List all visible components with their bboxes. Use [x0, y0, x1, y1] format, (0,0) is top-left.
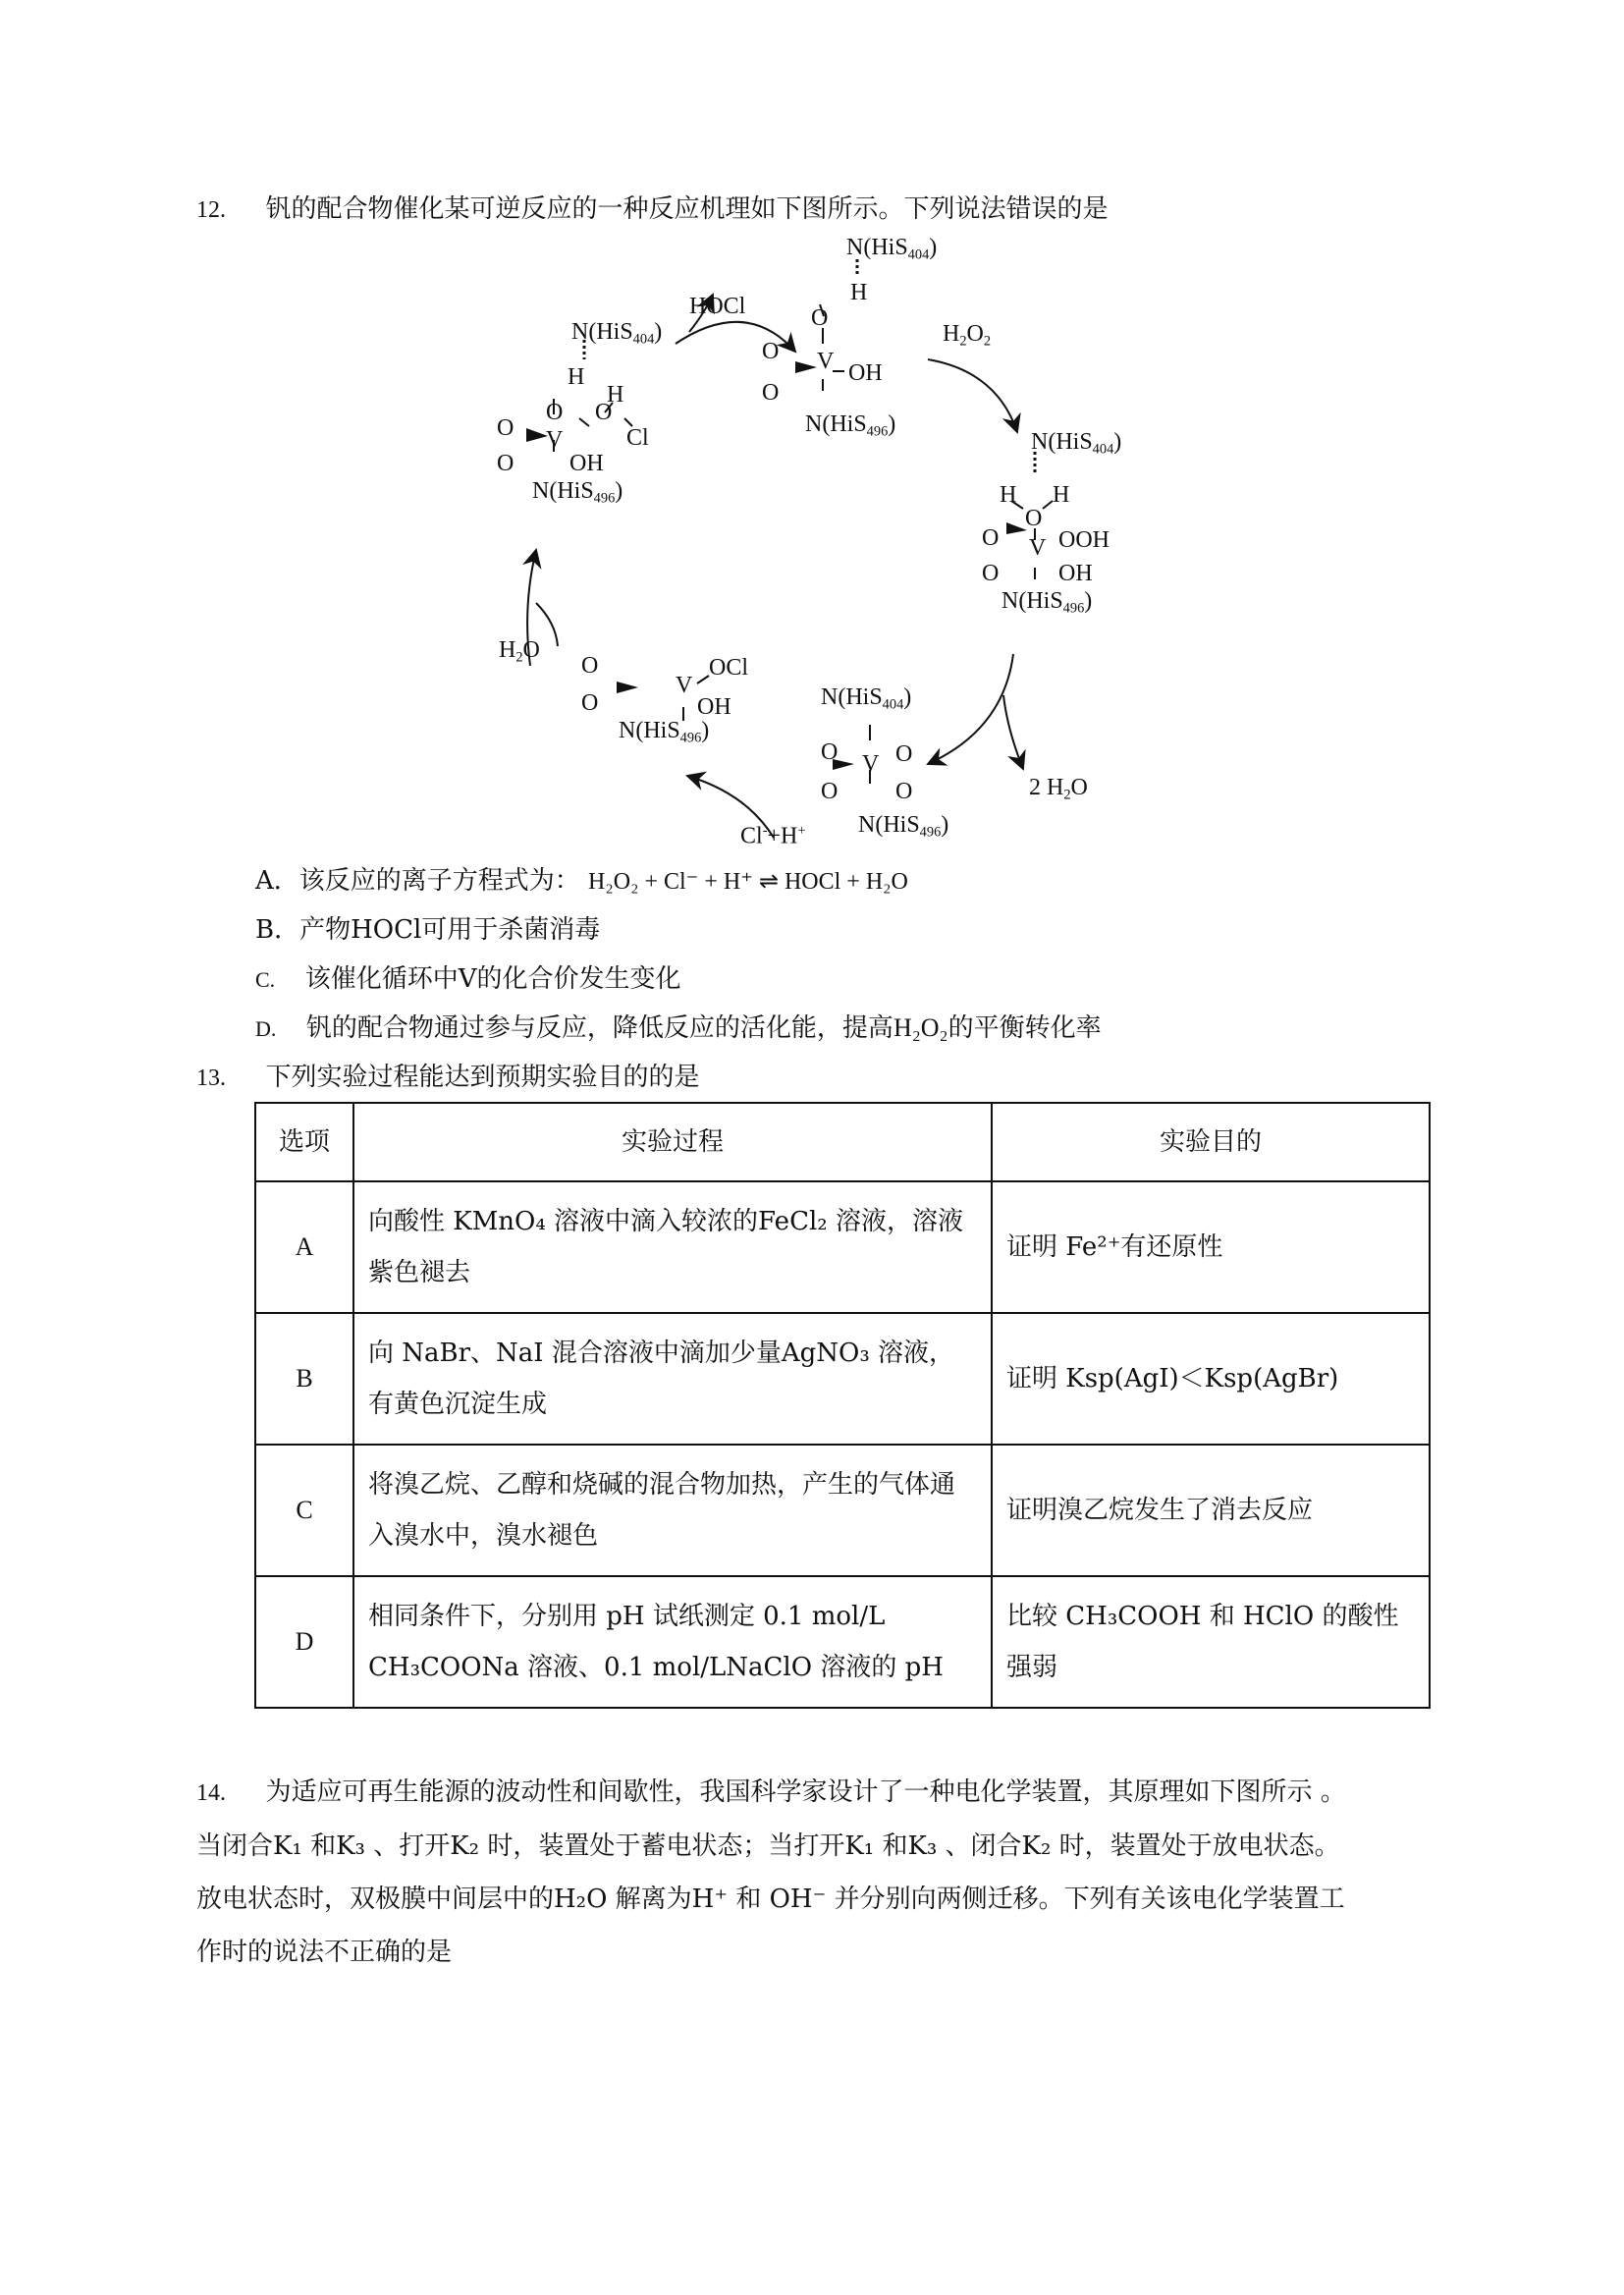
lb-o2: O: [581, 690, 599, 716]
row-goal: 证明溴乙烷发生了消去反应: [992, 1445, 1430, 1576]
q14-line-1: 14. 为适应可再生能源的波动性和间歇性，我国科学家设计了一种电化学装置，其原理如下图所示 。: [196, 1777, 1346, 1807]
bottom-nhis404: N(HiS$_{404}$): [821, 684, 912, 713]
question-number: 14.: [196, 1780, 226, 1806]
question-stem: 钒的配合物催化某可逆反应的一种反应机理如下图所示。下列说法错误的是: [265, 194, 1109, 224]
lb-nhis496: N(HiS$_{496}$): [619, 718, 710, 746]
left-cl: Cl: [626, 425, 649, 451]
label-h2o2: $H_2O_2$: [943, 321, 992, 350]
top-o2: O: [762, 339, 780, 364]
arrow-h2o2-in: [928, 359, 1017, 432]
lb-v: V: [676, 673, 693, 698]
bottom-o2: O: [895, 741, 913, 767]
right-h2: H: [1053, 482, 1070, 508]
row-goal: 证明 Fe²⁺有还原性: [992, 1181, 1430, 1313]
right-nhis496: N(HiS$_{496}$): [1001, 588, 1093, 617]
top-nhis496: N(HiS$_{496}$): [805, 411, 896, 440]
q13-stem-line: [196, 1061, 700, 1095]
header-process: 实验过程: [353, 1103, 992, 1181]
left-oh: OH: [569, 451, 604, 476]
row-option: C: [255, 1445, 353, 1576]
reaction-mechanism-diagram: [461, 234, 1168, 862]
question-stem: 下列实验过程能达到预期实验目的的是: [265, 1063, 700, 1092]
table-row[interactable]: [255, 1313, 1430, 1445]
bottom-nhis496: N(HiS$_{496}$): [858, 812, 949, 841]
row-goal: 证明 Ksp(AgI)＜Ksp(AgBr): [992, 1313, 1430, 1445]
q12-option-a[interactable]: A．该反应的离子方程式为： H₂O₂ + Cl⁻ + H⁺ ⇌ HOCl + H₂O: [255, 866, 908, 896]
table-header-row: [255, 1103, 1430, 1181]
row-process: 相同条件下，分别用 pH 试纸测定 0.1 mol/L CH₃COONa 溶液、0.1 mol/LNaClO 溶液的 pH: [353, 1576, 992, 1708]
question-number: 13.: [196, 1066, 226, 1091]
question-number: 12.: [196, 197, 226, 223]
label-h2o-in: $H_2O$: [499, 637, 540, 666]
q12-option-b[interactable]: B．产物HOCl可用于杀菌消毒: [255, 915, 601, 945]
ionic-equation: H₂O₂ + Cl⁻ + H⁺ ⇌ HOCl + H₂O: [588, 869, 908, 895]
right-ooh: OOH: [1058, 527, 1110, 553]
q14-line-3: 放电状态时，双极膜中间层中的H₂O 解离为H⁺ 和 OH⁻ 并分别向两侧迁移。下列有关该电化学装置工: [196, 1885, 1345, 1914]
right-h1: H: [1000, 482, 1017, 508]
top-o: O: [811, 305, 829, 331]
right-oh: OH: [1058, 561, 1093, 586]
arrow-right-down: [928, 654, 1013, 764]
top-oh: OH: [848, 360, 883, 386]
left-o4: O: [497, 451, 514, 476]
left-h2: H: [607, 382, 624, 408]
table-row[interactable]: [255, 1445, 1430, 1576]
q12-option-d[interactable]: D. 钒的配合物通过参与反应，降低反应的活化能，提高H₂O₂的平衡转化率: [255, 1013, 1102, 1043]
q14-line-4: 作时的说法不正确的是: [196, 1938, 453, 1967]
row-goal: 比较 CH₃COOH 和 HClO 的酸性强弱: [992, 1576, 1430, 1708]
left-o1: O: [546, 400, 564, 425]
bottom-v: V: [862, 751, 880, 777]
right-o1: O: [1025, 506, 1043, 531]
q14-line-2: 当闭合K₁ 和K₃ 、打开K₂ 时，装置处于蓄电状态；当打开K₁ 和K₃ 、闭合K₂ 时，装置处于放电状态。: [196, 1831, 1340, 1861]
left-nhis496: N(HiS$_{496}$): [532, 478, 623, 507]
top-o3: O: [762, 380, 780, 406]
table-row[interactable]: [255, 1576, 1430, 1708]
left-o3: O: [497, 415, 514, 441]
bottom-o4: O: [895, 779, 913, 804]
q14-block: [196, 1766, 1463, 1979]
table-row[interactable]: [255, 1181, 1430, 1313]
row-option: A: [255, 1181, 353, 1313]
label-cl-h: Cl-+H+: [740, 823, 806, 849]
header-option: 选项: [255, 1103, 353, 1181]
lb-ocl: OCl: [709, 655, 749, 681]
label-hocl: HOCl: [689, 294, 746, 319]
top-h: H: [850, 280, 868, 305]
row-process: 向 NaBr、NaI 混合溶液中滴加少量AgNO₃ 溶液，有黄色沉淀生成: [353, 1313, 992, 1445]
left-nhis404: N(HiS$_{404}$): [571, 319, 663, 348]
label-two-h2o: 2 $H_2O$: [1029, 775, 1088, 803]
left-o2: O: [595, 400, 613, 425]
lb-o1: O: [581, 653, 599, 679]
header-goal: 实验目的: [992, 1103, 1430, 1181]
right-nhis404: N(HiS$_{404}$): [1031, 429, 1122, 458]
q12-stem-line: [196, 192, 1109, 227]
top-nhis404: N(HiS$_{404}$): [846, 235, 938, 263]
bottom-o1: O: [821, 739, 839, 765]
row-process: 将溴乙烷、乙醇和烧碱的混合物加热，产生的气体通入溴水中，溴水褪色: [353, 1445, 992, 1576]
bottom-o3: O: [821, 779, 839, 804]
experiment-table: [254, 1102, 1431, 1709]
lb-oh: OH: [697, 694, 731, 720]
top-v: V: [817, 349, 835, 374]
row-option: D: [255, 1576, 353, 1708]
row-option: B: [255, 1313, 353, 1445]
right-o3: O: [982, 561, 1000, 586]
row-process: 向酸性 KMnO₄ 溶液中滴入较浓的FeCl₂ 溶液，溶液紫色褪去: [353, 1181, 992, 1313]
arrow-h2o-out: [1003, 695, 1023, 769]
right-o2: O: [982, 525, 1000, 551]
right-v: V: [1029, 535, 1047, 561]
left-v: V: [546, 427, 564, 453]
q12-option-c[interactable]: C. 该催化循环中V的化合价发生变化: [255, 964, 681, 994]
left-h1: H: [568, 364, 585, 390]
